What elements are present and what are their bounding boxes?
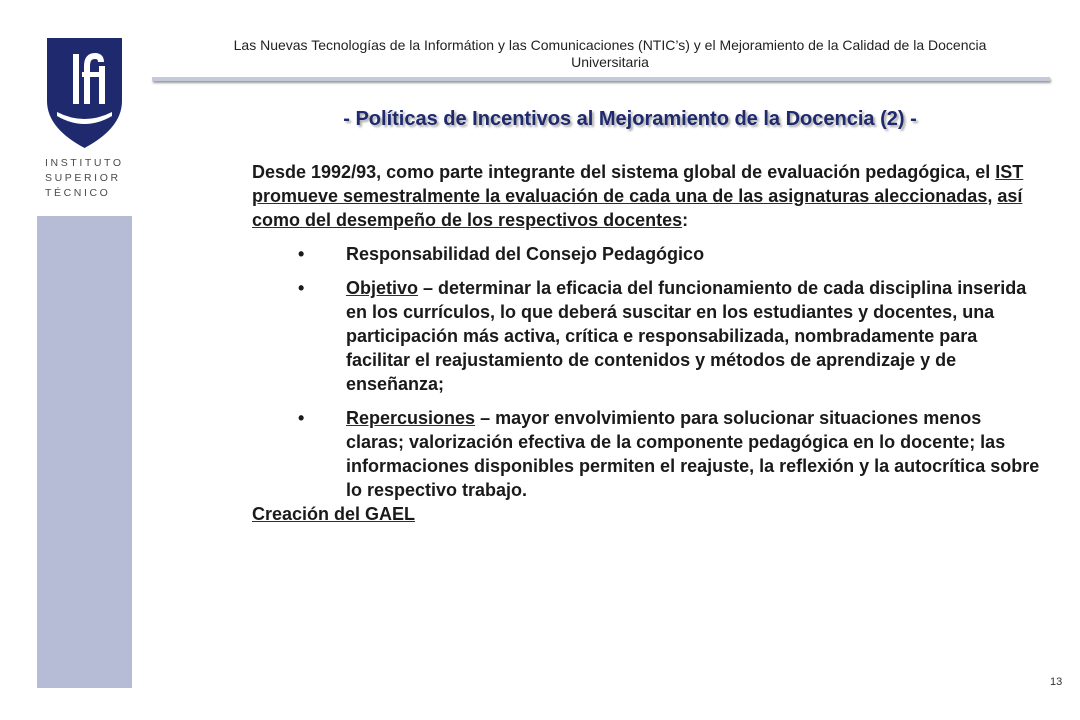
ist-shield-icon	[37, 16, 132, 156]
bullet-text: – determinar la eficacia del funcionamiento de cada disciplina inserida en los currículos, lo que deberá suscitar en los estudiantes y docentes, una participación más activa, crítica e responsabilizada, nombradamente para facilitar el reajustamiento de contenidos y métodos de aprendizaje y de enseñanza;	[346, 278, 1027, 394]
intro-text-3: :	[682, 210, 689, 230]
header-line2: Universitaria	[571, 54, 649, 70]
bullet-dot: •	[298, 244, 305, 264]
institute-name	[45, 156, 125, 201]
header-line1: Las Nuevas Tecnologías de la Informátion y las Comunicaciones (NTIC’s) y el Mejoramiento de la Calidad de la Docencia	[233, 37, 987, 53]
presentation-header	[160, 37, 1060, 71]
bullet-item	[252, 242, 1042, 266]
institute-name-line1: INSTITUTO	[45, 157, 124, 169]
bullet-text: – mayor envolvimiento para solucionar situaciones menos claras; valorización efectiva de la componente pedagógica en lo docente; las informaciones disponibles permiten el reajuste, la reflexión y la autocrítica sobre lo respectivo trabajo.	[346, 408, 1040, 500]
intro-underline-1: IST promueve semestralmente la evaluación de cada una de las asignaturas aleccionadas	[252, 162, 1024, 206]
intro-paragraph	[252, 160, 1042, 232]
page-number: 13	[1050, 676, 1063, 688]
bullet-dot: •	[298, 408, 305, 428]
slide-body	[252, 160, 1042, 526]
slide-title: - Políticas de Incentivos al Mejoramiento de la Docencia (2) -	[343, 108, 917, 130]
gael-paragraph	[252, 502, 1042, 526]
bullet-lead: Repercusiones	[346, 408, 476, 428]
institute-name-line2: SUPERIOR	[45, 172, 121, 184]
header-divider	[152, 77, 1050, 81]
bullet-text: Responsabilidad del Consejo Pedagógico	[346, 244, 705, 264]
ist-logo	[37, 16, 132, 216]
intro-text-1: Desde 1992/93, como parte integrante del sistema global de evaluación pedagógica, el	[252, 162, 996, 182]
gael-link[interactable]: Creación del GAEL	[252, 504, 416, 524]
intro-underline-2: así como del desempeño de los respectivos docentes	[252, 186, 1023, 230]
institute-name-line3: TÉCNICO	[45, 187, 111, 199]
bullet-dot: •	[298, 278, 305, 298]
intro-text-2: ,	[987, 186, 998, 206]
bullet-item	[252, 276, 1042, 396]
bullet-list	[252, 242, 1042, 502]
bullet-item	[252, 406, 1042, 502]
bullet-lead: Objetivo	[346, 278, 419, 298]
